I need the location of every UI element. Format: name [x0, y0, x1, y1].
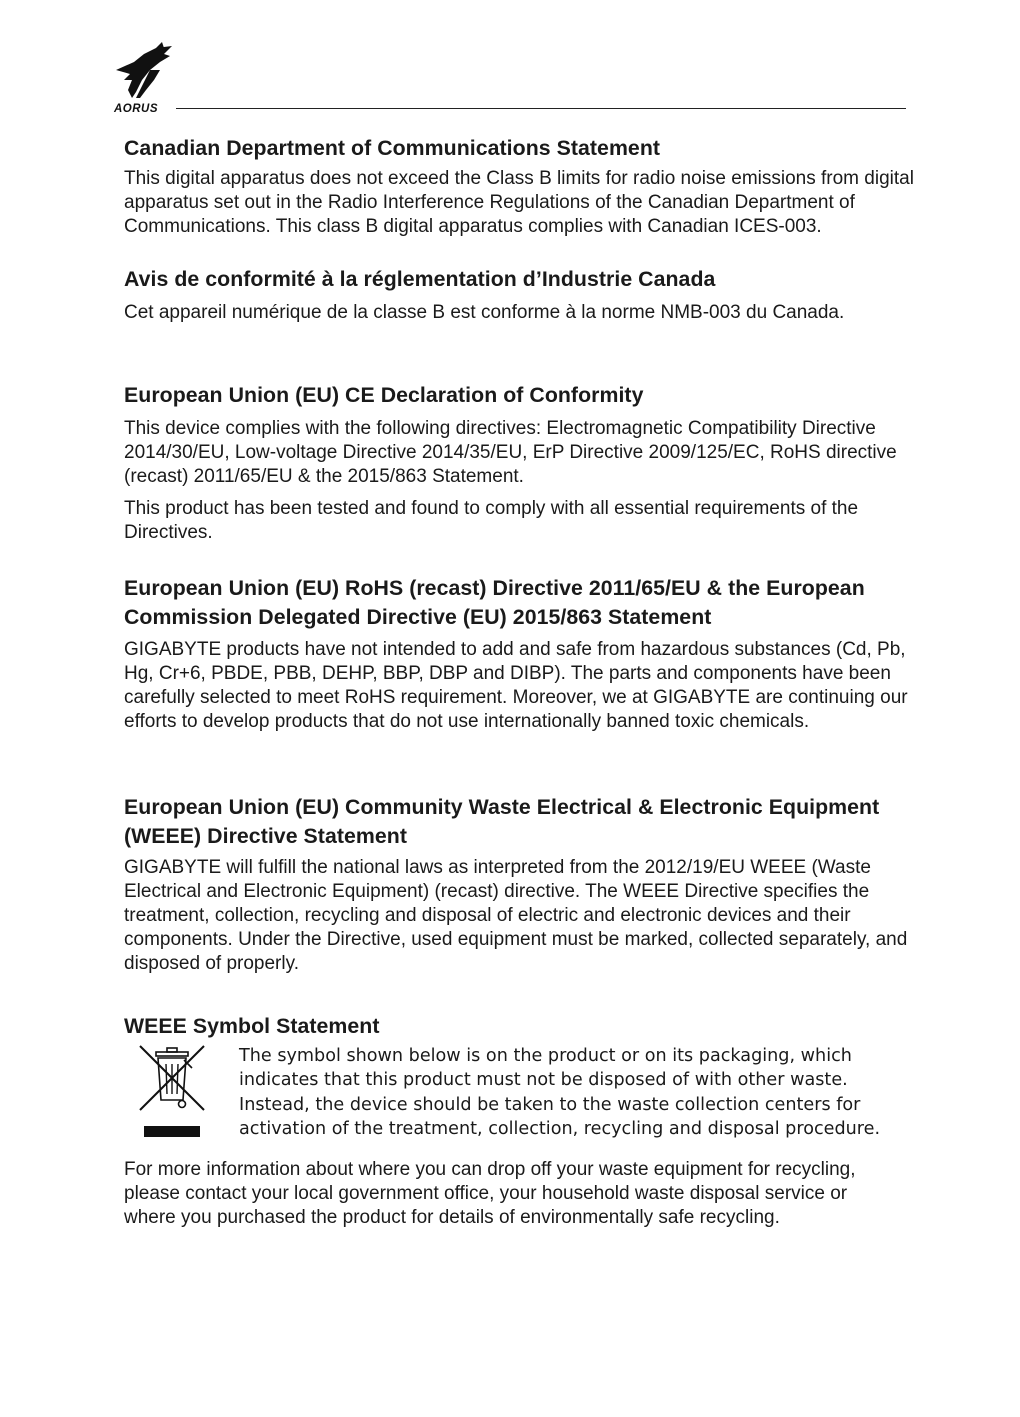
section-heading: European Union (EU) CE Declaration of Conformity — [124, 383, 644, 407]
section-paragraph: GIGABYTE will fulfill the national laws as interpreted from the 2012/19/EU WEEE (Waste Electrical and Electronic Equipment) (recast) directive. The WEEE Directive specifies the treatment, collection, recycling and disposal of electric and electronic devices and their components. Under the Directive, used equipment must be marked, collected separately, and disposed of properly. — [124, 857, 908, 974]
header-rule — [176, 108, 906, 109]
section-eu-ce — [124, 381, 914, 545]
section-paragraph: This product has been tested and found to comply with all essential requirements of the Directives. — [124, 498, 859, 543]
section-paragraph: This device complies with the following directives: Electromagnetic Compatibility Directive 2014/30/EU, Low-voltage Directive 2014/35/EU, ErP Directive 2009/125/EC, RoHS directive (recast) 2011/65/EU & the 2015/863 Statement. — [124, 418, 897, 487]
page-header — [110, 40, 906, 120]
weee-symbol-text: The symbol shown below is on the product or on its packaging, which indicates that this product must not be disposed of with other waste. Instead, the device should be taken to the waste collection centers for activation of the treatment, collection, recycling and disposal procedure. — [239, 1046, 881, 1139]
section-paragraph: GIGABYTE products have not intended to add and safe from hazardous substances (Cd, Pb, Hg, Cr+6, PBDE, PBB, DEHP, BBP, DBP and DIBP). The parts and components have been carefully selected to meet RoHS requirement. Moreover, we at GIGABYTE are continuing our efforts to develop products that do not use internationally banned toxic chemicals. — [124, 639, 908, 732]
section-industrie-canada — [124, 265, 914, 326]
weee-footer-text: For more information about where you can drop off your waste equipment for recycling, please contact your local government office, your household waste disposal service or where you purchased the product for details of environmentally safe recycling. — [124, 1159, 856, 1228]
section-heading: Canadian Department of Communications Statement — [124, 136, 661, 160]
logo-text: AORUS — [114, 103, 159, 115]
section-weee-symbol — [124, 1012, 914, 1228]
section-paragraph: Cet appareil numérique de la classe B est conforme à la norme NMB-003 du Canada. — [124, 302, 845, 323]
section-heading: European Union (EU) Community Waste Electrical & Electronic Equipment (WEEE) Directive Statement — [124, 795, 880, 848]
section-heading: Avis de conformité à la réglementation d’Industrie Canada — [124, 267, 716, 291]
section-eu-weee — [124, 793, 914, 976]
section-heading: European Union (EU) RoHS (recast) Directive 2011/65/EU & the European Commission Delegated Directive (EU) 2015/863 Statement — [124, 576, 865, 629]
section-paragraph: This digital apparatus does not exceed the Class B limits for radio noise emissions from digital apparatus set out in the Radio Interference Regulations of the Canadian Department of Communications. This class B digital apparatus complies with Canadian ICES-003. — [124, 168, 914, 237]
section-eu-rohs — [124, 574, 914, 734]
section-heading: WEEE Symbol Statement — [124, 1014, 380, 1038]
aorus-logo — [110, 40, 176, 116]
crossed-out-wheelie-bin-icon — [138, 1044, 206, 1138]
section-canada-doc — [124, 134, 914, 239]
